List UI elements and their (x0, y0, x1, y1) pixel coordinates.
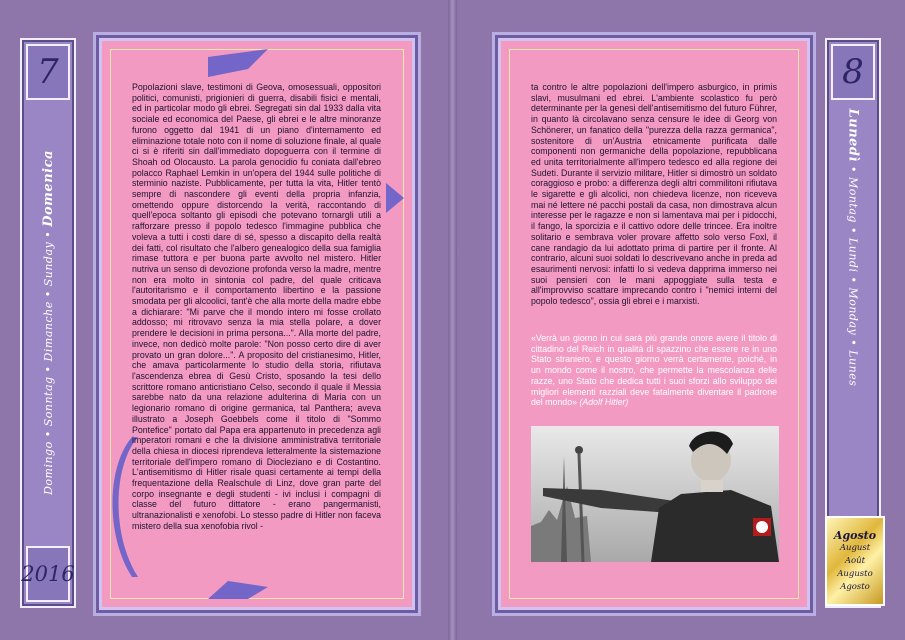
right-page (498, 38, 810, 610)
month-agosto: Agosto (833, 528, 877, 542)
quote-text: «Verrà un giorno in cui sarà più grande onore avere il titolo di cittadino del Reich in qualità di spazzino che essere re in uno Stato straniero, e questo giorno verrà certamente, poiché, in un mondo come il nostro, che permette la mescolanza delle razze, uno Stato che dedica tutti i suoi sforzi allo sviluppo dei migliori elementi razziali deve fatalmente diventare il padrone del mondo» (531, 333, 777, 408)
ribbon-bottom (208, 581, 268, 599)
left-weekday-labels (22, 112, 74, 532)
weekday-domingo: Domingo (41, 440, 55, 495)
hitler-quote (531, 333, 777, 408)
month-augusto: Augusto (837, 568, 873, 579)
month-gold-box (825, 516, 885, 606)
weekday-label-vertical-right: Lunedì • Montag • Lundi • Monday • Lunes (845, 108, 861, 386)
weekday-domenica: Domenica (40, 149, 56, 227)
day-number-7: 7 (26, 44, 70, 100)
quote-author: (Adolf Hitler) (579, 397, 629, 408)
month-agosto-es: Agosto (840, 581, 870, 592)
weekday-lunes: Lunes (846, 349, 860, 386)
weekday-lunedi: Lunedì (845, 108, 861, 162)
corner-ribbon-top-left (208, 49, 268, 77)
day-number-8: 8 (831, 44, 875, 100)
weekday-monday: Monday (846, 286, 860, 335)
book-gutter (448, 0, 457, 640)
historical-photo (531, 426, 779, 562)
right-page-body-text: ta contro le altre popolazioni dell'impero asburgico, in primis slavi, musulmani ed ebrei. L'ambiente scolastico fu però determinante per la genesi dell'antisemitismo del futuro Führer, in quanto là circolavano senza censure le idee di Georg von Schönerer, un fanatico della "purezza della razza germanica", sostenitore di un'Austria etnicamente purificata dalle componenti non germaniche della popolazione, repubblicana ed unita territorialmente all'impero tedesco ed alla regione dei Sudeti. Durante il servizio militare, Hitler si dimostrò un soldato coraggioso e probo: a differenza degli altri commilitoni rifiutava le sigarette e gli alcolici, non chiedeva licenze, non riceveva mai né lettere né pacchi postali da casa, non dimostrava alcun interesse per le ragazze e non si lamentava mai per i pidocchi, il fango, la sporcizia e il cattivo odore delle trincee. Era inoltre solitario e sembrava voler provare affetto solo verso Foxl, il cane randagio da lui adottato prima di partire per il fronte. Al contrario, alcuni suoi soldati lo descrivevano anche in preda ad esaurimenti nervosi: infatti lo si vedeva dapprima immerso nei suoi pensieri con le mani appoggiate sulla testa e all'improvviso scattare imprecando contro i "nemici interni del popolo tedesco", ossia gli ebrei e i marxisti. (531, 82, 777, 307)
month-aout: Août (844, 555, 866, 566)
left-page (99, 38, 415, 610)
month-august: August (839, 542, 871, 553)
weekday-sunday: Sunday (41, 241, 55, 286)
left-date-strip (20, 38, 76, 608)
weekday-lundi: Lundi (846, 237, 860, 272)
weekday-label-vertical: Domingo • Sonntag • Dimanche • Sunday • Domenica (40, 149, 56, 495)
ribbon-arrow-right (386, 183, 404, 213)
weekday-sonntag: Sonntag (41, 375, 55, 426)
weekday-dimanche: Dimanche (41, 300, 55, 361)
left-page-body-text: Popolazioni slave, testimoni di Geova, omosessuali, oppositori politici, comunisti, prigionieri di guerra, disabili fisici e mentali, ed in particolar modo gli ebrei. Segregati sin dal 1933 dalla vita sociale ed economica del Paese, gli ebrei e le altre minoranze furono oggetto dal 1941 di un piano d'internamento ed eliminazione totale noto con il nome di soluzione finale, al quale ci si è riferiti sin dall'immediato dopoguerra con il termine di Shoah od Olocausto. La parola genocidio fu coniata dall'ebreo polacco Raphael Lemkin in un'opera del 1944 sulle politiche di sterminio naziste. Pubblicamente, per tutta la vita, Hitler tentò sempre di nascondere gli eventi della propria infanzia, omettendo oppure distorcendo la verità, raccontando di quell'epoca soltanto gli episodi che potevano tornargli utili a rafforzare presso il popolo tedesco l'immagine pubblica che voleva a tutti i costi dare di sé, spesso a discapito della realtà dei fatti, col risultato che l'albero genealogico della sua famiglia rimase tuttora e per buona parte avvolto nel mistero. Hitler nutriva un senso di devozione profonda verso la madre, mentre non era molto in sintonia col padre, del quale criticava l'autoritarismo e il comportamento libertino e la passione smodata per gli alcoolici, tant'è che alla morte della madre ebbe a dichiarare: "Mi parve che il mondo intero mi fosse crollato addosso; mi ritrovavo senza la mia stella polare, a dover prendere le decisioni in prima persona...". Alla morte del padre, invece, non dedicò molte parole: "Non posso certo dire di aver provato un gran dolore...". A proposito del cristianesimo, Hitler, che amava particolarmente lo studio della storia, rifiutava l'ascendenza ebrea di Gesù Cristo, sposando la tesi dello scrittore romano anticristiano Celso, secondo il quale il Messia sarebbe nato da una relazione adulterina di Maria con un legionario romano di origine germanica, tal Panthera; aveva illustrato a Joseph Goebbels come il titolo di "Sommo Pontefice" portato dal Papa era appartenuto in precedenza agli imperatori romani e che la divisione amministrativa territoriale della chiesa in diocesi riprendeva letteralmente la sistemazione territoriale dell'impero romano di Diocleziano e di Costantino. L'antisemitismo di Hitler risale quasi certamente ai tempi della frequentazione della Realschule di Linz, dove gran parte del corpo insegnante e degli studenti - ivi inclusi i compagni di classe del futuro dittatore - erano pangermanisti, ultranazionalisti e xenofobi. Lo stesso padre di Hitler non faceva mistero della sua xenofobia rivol - (132, 82, 381, 531)
weekday-montag: Montag (846, 176, 860, 223)
right-weekday-labels (827, 108, 879, 386)
year-label: 2016 (26, 546, 70, 602)
